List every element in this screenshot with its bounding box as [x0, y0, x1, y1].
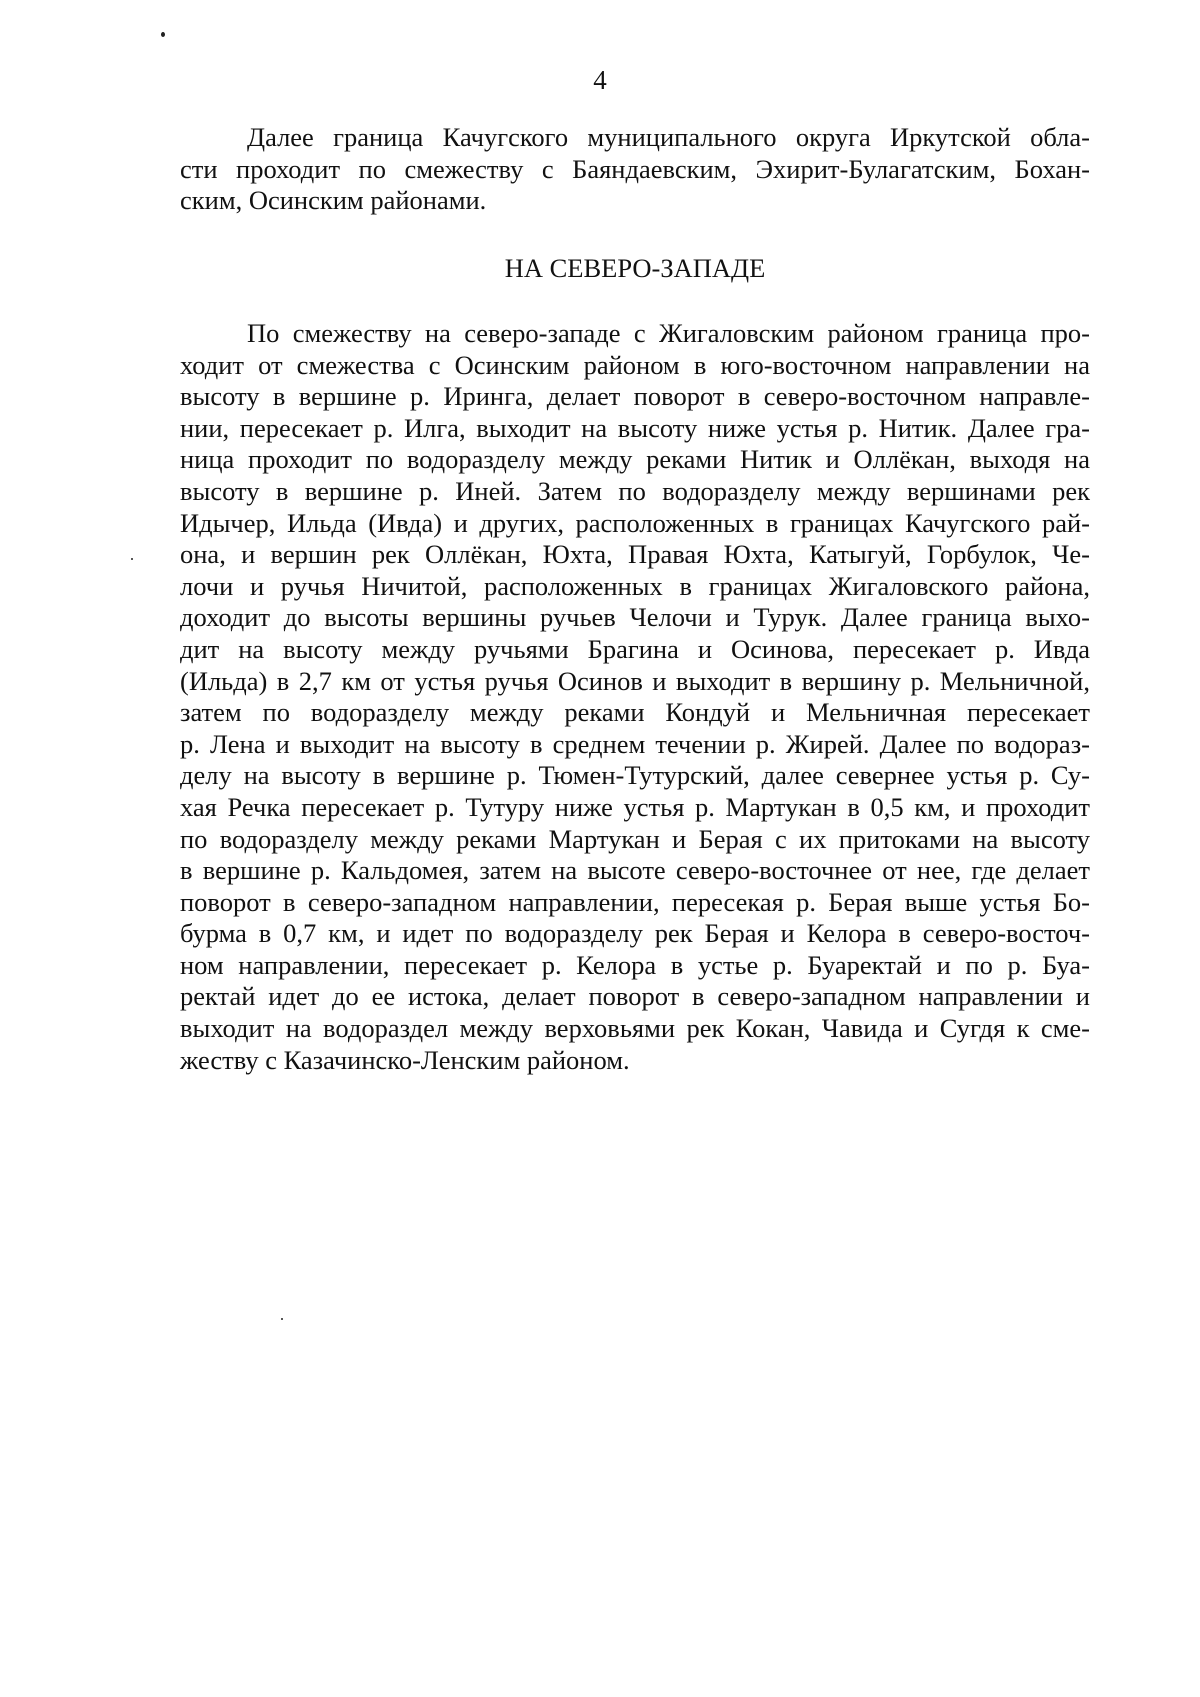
text-line: выходит на водораздел между верховьями рек Кокан, Чавида и Сугдя к сме-: [180, 1013, 1090, 1044]
text-line: затем по водоразделу между реками Кондуй и Мельничная пересекает: [180, 697, 1090, 728]
text-line: в вершине р. Кальдомея, затем на высоте северо-восточнее от нее, где делает: [180, 855, 1090, 886]
text-line: ским, Осинским районами.: [180, 185, 487, 216]
page-number: 4: [593, 65, 607, 95]
text-line: нии, пересекает р. Илга, выходит на высоту ниже устья р. Нитик. Далее гра-: [180, 412, 1090, 443]
text-line: ница проходит по водоразделу между реками Нитик и Оллёкан, выходя на: [180, 444, 1090, 475]
text-line: ходит от смежества с Осинским районом в юго-восточном направлении на: [180, 349, 1090, 380]
text-line: бурма в 0,7 км, и идет по водоразделу рек Берая и Келора в северо-восточ-: [180, 918, 1090, 949]
section-heading: НА СЕВЕРО-ЗАПАДЕ: [504, 253, 766, 283]
text-line: По смежеству на северо-западе с Жигаловским районом граница про-: [247, 318, 1090, 348]
text-line: (Ильда) в 2,7 км от устья ручья Осинов и выходит в вершину р. Мельничной,: [180, 665, 1090, 696]
text-line: лочи и ручья Ничитой, расположенных в границах Жигаловского района,: [180, 570, 1090, 601]
text-line: р. Лена и выходит на высоту в среднем течении р. Жирей. Далее по водораз-: [180, 728, 1090, 759]
text-line: она, и вершин рек Оллёкан, Юхта, Правая Юхта, Катыгуй, Горбулок, Че-: [180, 539, 1090, 570]
text-line: делу на высоту в вершине р. Тюмен-Тутурский, далее севернее устья р. Су-: [180, 760, 1090, 791]
scan-speck: [161, 32, 165, 37]
scan-speck: [281, 1318, 283, 1320]
text-line: высоту в вершине р. Иней. Затем по водоразделу между вершинами рек: [180, 475, 1090, 506]
text-line: ректай идет до ее истока, делает поворот в северо-западном направлении и: [180, 981, 1090, 1012]
scan-speck: [131, 558, 133, 560]
text-line: ном направлении, пересекает р. Келора в устье р. Буаректай и по р. Буа-: [180, 949, 1090, 980]
text-line: жеству с Казачинско-Ленским районом.: [180, 1044, 630, 1075]
text-line: сти проходит по смежеству с Баяндаевским, Эхирит-Булагатским, Бохан-: [180, 153, 1090, 184]
text-line: Идычер, Ильда (Ивда) и других, расположенных в границах Качугского рай-: [180, 507, 1090, 538]
text-line: доходит до высоты вершины ручьев Челочи и Турук. Далее граница выхо-: [180, 602, 1090, 633]
text-line: по водоразделу между реками Мартукан и Берая с их притоками на высоту: [180, 823, 1090, 854]
main-paragraph: [180, 318, 1090, 1076]
text-line: хая Речка пересекает р. Тутуру ниже устья р. Мартукан в 0,5 км, и проходит: [180, 791, 1090, 822]
text-line: высоту в вершине р. Иринга, делает поворот в северо-восточном направле-: [180, 381, 1090, 412]
text-line: поворот в северо-западном направлении, пересекая р. Берая выше устья Бо-: [180, 886, 1090, 917]
text-line: дит на высоту между ручьями Брагина и Осинова, пересекает р. Ивда: [180, 633, 1090, 664]
intro-paragraph: [180, 122, 1090, 217]
text-line: Далее граница Качугского муниципального округа Иркутской обла-: [247, 122, 1090, 152]
